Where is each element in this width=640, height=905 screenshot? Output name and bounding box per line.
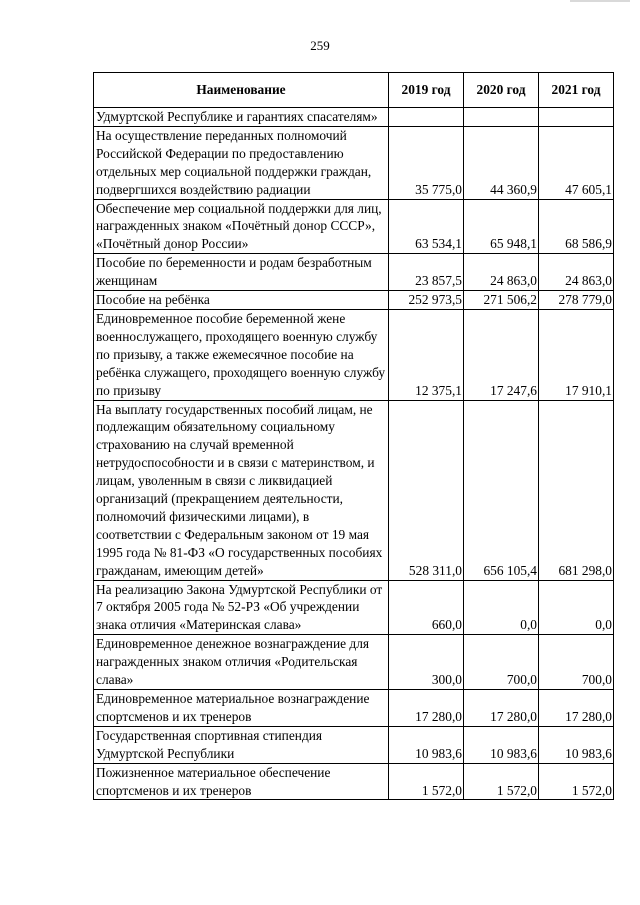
- row-name: Единовременное материальное вознаграждение спортсменов и их тренеров: [94, 690, 389, 727]
- row-value-2021: 681 298,0: [539, 400, 614, 580]
- page-number: 259: [310, 38, 330, 53]
- table-row: [94, 309, 614, 400]
- table-row: [94, 291, 614, 310]
- row-value-2019: 1 572,0: [389, 763, 464, 800]
- row-value-2020: 1 572,0: [464, 763, 539, 800]
- row-value-2021: 17 910,1: [539, 309, 614, 400]
- row-value-2020: 17 247,6: [464, 309, 539, 400]
- row-value-2020: 65 948,1: [464, 199, 539, 254]
- header-name: Наименование: [94, 73, 389, 108]
- row-name: Пособие на ребёнка: [94, 291, 389, 310]
- row-value-2020: 44 360,9: [464, 126, 539, 199]
- row-value-2019: 63 534,1: [389, 199, 464, 254]
- table-row: [94, 400, 614, 580]
- row-value-2021: 17 280,0: [539, 690, 614, 727]
- table-row: [94, 199, 614, 254]
- row-name: Государственная спортивная стипендия Удмуртской Республики: [94, 726, 389, 763]
- row-value-2020: 271 506,2: [464, 291, 539, 310]
- header-2020: 2020 год: [464, 73, 539, 108]
- row-value-2019: 10 983,6: [389, 726, 464, 763]
- row-value-2021: 68 586,9: [539, 199, 614, 254]
- row-value-2019: 12 375,1: [389, 309, 464, 400]
- scan-edge-mark: [570, 0, 630, 2]
- row-value-2020: 24 863,0: [464, 254, 539, 291]
- row-value-2019: 528 311,0: [389, 400, 464, 580]
- table-row: [94, 580, 614, 635]
- table-row: [94, 763, 614, 800]
- row-value-2021: 10 983,6: [539, 726, 614, 763]
- row-value-2020: 17 280,0: [464, 690, 539, 727]
- table-row: [94, 254, 614, 291]
- row-value-2021: 0,0: [539, 580, 614, 635]
- row-value-2020: 700,0: [464, 635, 539, 690]
- row-name: На выплату государственных пособий лицам, не подлежащим обязательному социальному страхованию на случай временной нетрудоспособности и в связи с материнством, и лицам, уволенным в связи с ликвидацией организаций (прекращением деятельности, полномочий физическими лицами), в соответствии с Федеральным законом от 19 мая 1995 года № 81-ФЗ «О государственных пособиях гражданам, имеющим детей»: [94, 400, 389, 580]
- row-value-2021: 47 605,1: [539, 126, 614, 199]
- row-name: Единовременное денежное вознаграждение для награжденных знаком отличия «Родительская слава»: [94, 635, 389, 690]
- row-name: Пожизненное материальное обеспечение спортсменов и их тренеров: [94, 763, 389, 800]
- table-row: [94, 690, 614, 727]
- row-name: Удмуртской Республике и гарантиях спасателям»: [94, 108, 389, 127]
- row-value-2019: 35 775,0: [389, 126, 464, 199]
- row-name: На реализацию Закона Удмуртской Республики от 7 октября 2005 года № 52-РЗ «Об учреждении знака отличия «Материнская слава»: [94, 580, 389, 635]
- budget-table: [93, 72, 614, 800]
- row-value-2019: 300,0: [389, 635, 464, 690]
- row-value-2021: 24 863,0: [539, 254, 614, 291]
- row-name: Единовременное пособие беременной жене военнослужащего, проходящего военную службу по призыву, а также ежемесячное пособие на ребёнка служащего, проходящего военную службу по призыву: [94, 309, 389, 400]
- row-value-2019: 17 280,0: [389, 690, 464, 727]
- row-value-2019: 660,0: [389, 580, 464, 635]
- row-name: Обеспечение мер социальной поддержки для лиц, награжденных знаком «Почётный донор СССР», «Почётный донор России»: [94, 199, 389, 254]
- row-value-2019: [389, 108, 464, 127]
- row-value-2019: 23 857,5: [389, 254, 464, 291]
- table-row: [94, 635, 614, 690]
- table-row: [94, 726, 614, 763]
- header-2021: 2021 год: [539, 73, 614, 108]
- row-value-2021: [539, 108, 614, 127]
- row-name: На осуществление переданных полномочий Российской Федерации по предоставлению отдельных мер социальной поддержки граждан, подвергшихся воздействию радиации: [94, 126, 389, 199]
- row-value-2020: 656 105,4: [464, 400, 539, 580]
- table-row: [94, 108, 614, 127]
- row-value-2021: 1 572,0: [539, 763, 614, 800]
- row-value-2021: 700,0: [539, 635, 614, 690]
- row-name: Пособие по беременности и родам безработным женщинам: [94, 254, 389, 291]
- row-value-2021: 278 779,0: [539, 291, 614, 310]
- row-value-2020: 0,0: [464, 580, 539, 635]
- table-header-row: [94, 73, 614, 108]
- table-row: [94, 126, 614, 199]
- row-value-2020: 10 983,6: [464, 726, 539, 763]
- row-value-2020: [464, 108, 539, 127]
- header-2019: 2019 год: [389, 73, 464, 108]
- row-value-2019: 252 973,5: [389, 291, 464, 310]
